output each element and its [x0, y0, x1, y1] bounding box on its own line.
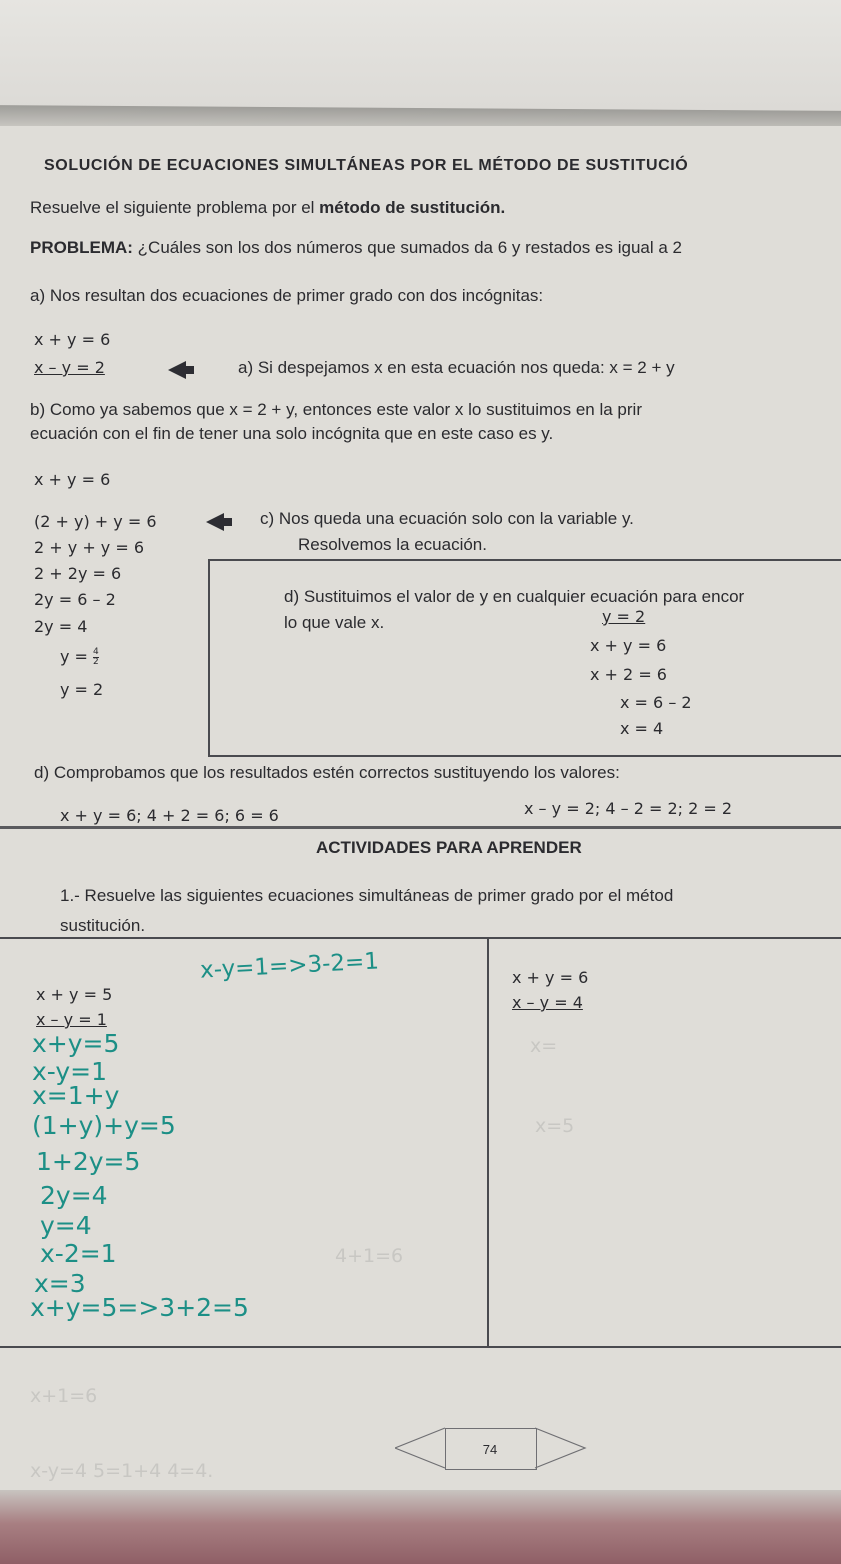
solve-x-line: x = 6 – 2 [620, 693, 692, 712]
bleed-through-mark: x= [530, 1035, 558, 1057]
bleed-through-mark: x=5 [535, 1115, 575, 1137]
solve-y-line: 2 + 2y = 6 [34, 564, 122, 583]
box-top-border [208, 559, 841, 561]
handwritten-note: x-y=1=>3-2=1 [199, 948, 380, 984]
table-bottom-border [0, 1346, 841, 1348]
page-title: SOLUCIÓN DE ECUACIONES SIMULTÁNEAS POR EL MÉTODO DE SUSTITUCIÓ [44, 157, 689, 174]
solve-y-fraction-line: y = $\frac{4}{2}$ [60, 647, 99, 667]
handwritten-note: x=3 [34, 1269, 86, 1298]
left-arrow-icon [206, 513, 224, 531]
intro-text: Resuelve el siguiente problema por el método de sustitución. [30, 198, 506, 217]
solve-y-line: y = 2 [60, 680, 104, 699]
solve-x-line: x + y = 6 [590, 636, 667, 655]
box-left-border [208, 559, 210, 757]
page-number: 74 [482, 1442, 498, 1457]
handwritten-note: 2y=4 [40, 1181, 108, 1210]
table-top-border [0, 937, 841, 939]
system-1-equation-2: x – y = 1 [36, 1010, 107, 1029]
check-heading: d) Comprobamos que los resultados estén correctos sustituyendo los valores: [34, 763, 620, 782]
system-2-equation-1: x + y = 6 [512, 968, 589, 987]
step-a-heading: a) Nos resultan dos ecuaciones de primer grado con dos incógnitas: [30, 286, 544, 305]
solve-x-line: y = 2 [602, 607, 646, 626]
bleed-through-mark: x-y=4 5=1+4 4=4. [30, 1460, 214, 1482]
activities-heading: ACTIVIDADES PARA APRENDER [316, 838, 582, 857]
solve-y-line: 2y = 6 – 2 [34, 590, 116, 609]
handwritten-note: x-y=1 [32, 1057, 108, 1086]
step-b-line-2: ecuación con el fin de tener una solo incógnita que en este caso es y. [30, 424, 554, 443]
check-left: x + y = 6; 4 + 2 = 6; 6 = 6 [60, 806, 279, 825]
handwritten-note: y=4 [40, 1211, 92, 1240]
solve-y-line: (2 + y) + y = 6 [34, 512, 157, 531]
activities-instruction-2: sustitución. [60, 916, 146, 935]
handwritten-note: x=1+y [32, 1081, 120, 1110]
top-background [0, 0, 841, 110]
activities-instruction-1: 1.- Resuelve las siguientes ecuaciones simultáneas de primer grado por el métod [60, 886, 674, 905]
bottom-background [0, 1490, 841, 1564]
handwritten-note: x+y=5=>3+2=5 [30, 1293, 249, 1322]
step-b-equation: x + y = 6 [34, 470, 111, 489]
problem-statement: PROBLEMA: ¿Cuáles son los dos números que sumados da 6 y restados es igual a 2 [30, 238, 682, 257]
solve-x-line: x = 4 [620, 719, 664, 738]
handwritten-note: (1+y)+y=5 [32, 1111, 176, 1140]
equation-1: x + y = 6 [34, 330, 111, 349]
handwritten-note: x+y=5 [32, 1029, 120, 1058]
system-1-equation-1: x + y = 5 [36, 985, 113, 1004]
equation-2: x – y = 2 [34, 358, 105, 377]
handwritten-note: x-2=1 [40, 1239, 117, 1268]
step-c-line-2: Resolvemos la ecuación. [298, 535, 487, 554]
bleed-through-mark: 4+1=6 [335, 1245, 404, 1267]
section-divider [0, 826, 841, 829]
solve-x-line: x + 2 = 6 [590, 665, 667, 684]
table-column-divider [487, 937, 489, 1347]
solve-y-line: 2y = 4 [34, 617, 88, 636]
solve-y-line: 2 + y + y = 6 [34, 538, 145, 557]
step-b-line-1: b) Como ya sabemos que x = 2 + y, entonces este valor x lo sustituimos en la prir [30, 400, 642, 419]
check-right: x – y = 2; 4 – 2 = 2; 2 = 2 [524, 799, 733, 818]
step-d-line-2: lo que vale x. [284, 613, 385, 632]
step-d-line-1: d) Sustituimos el valor de y en cualquier ecuación para encor [284, 587, 745, 606]
step-a-note: a) Si despejamos x en esta ecuación nos queda: x = 2 + y [238, 358, 675, 377]
box-bottom-border [208, 755, 841, 757]
bleed-through-mark: x+1=6 [30, 1385, 98, 1407]
step-c-line-1: c) Nos queda una ecuación solo con la variable y. [260, 509, 634, 528]
handwritten-note: 1+2y=5 [36, 1147, 141, 1176]
left-arrow-icon [168, 361, 186, 379]
system-2-equation-2: x – y = 4 [512, 993, 583, 1012]
